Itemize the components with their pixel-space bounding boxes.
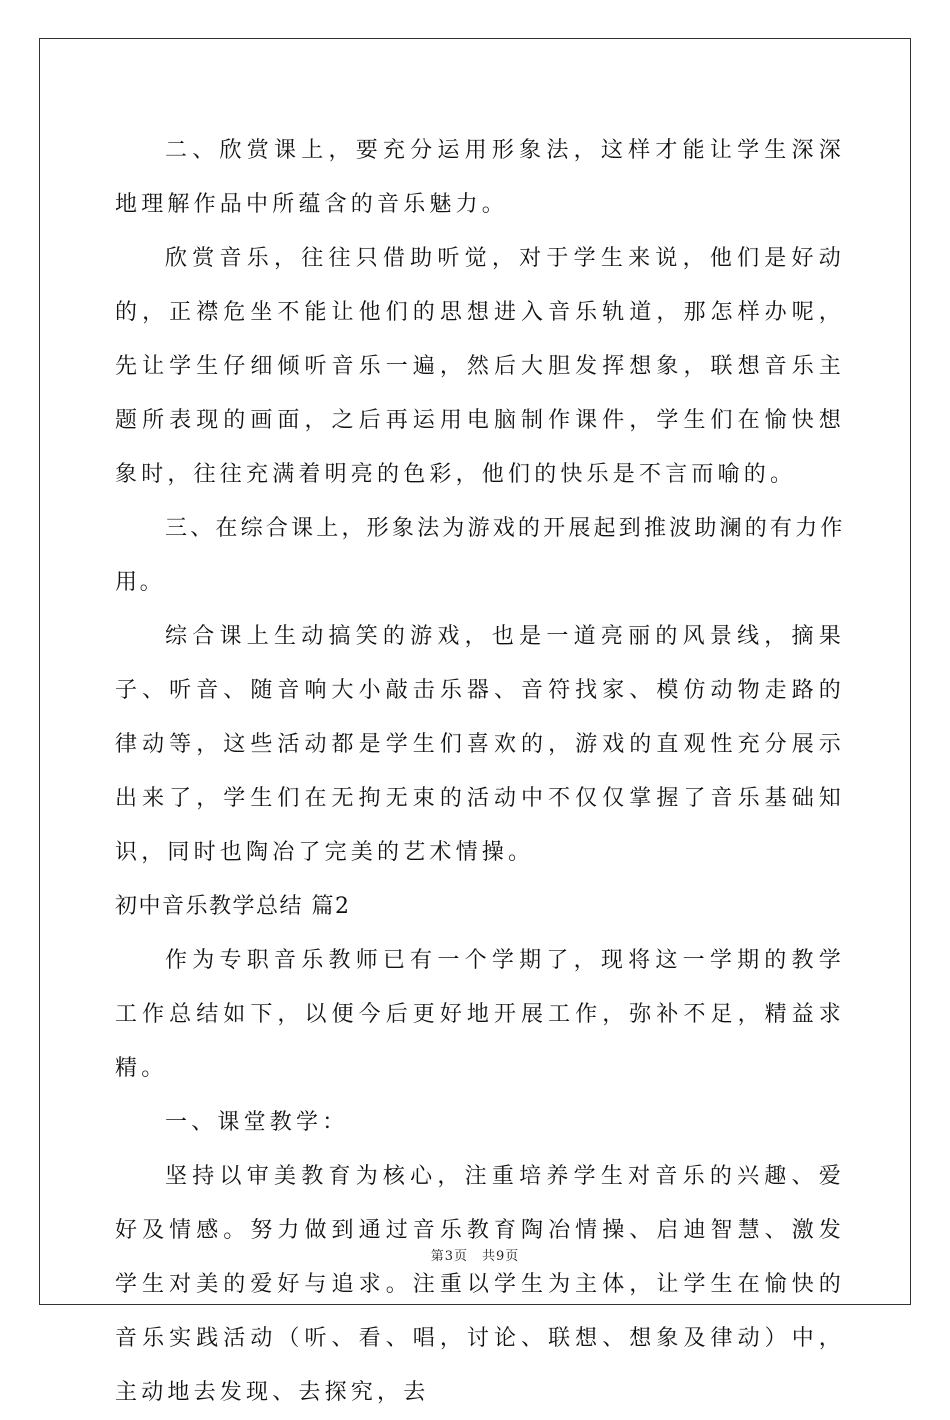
paragraph: 二、欣赏课上，要充分运用形象法，这样才能让学生深深地理解作品中所蕴含的音乐魅力。 bbox=[115, 138, 845, 217]
page-total: 共9页 bbox=[482, 1249, 520, 1264]
section-title: 初中音乐教学总结 篇2 bbox=[115, 894, 351, 919]
paragraph: 坚持以审美教育为核心，注重培养学生对音乐的兴趣、爱好及情感。努力做到通过音乐教育陶冶情操、启迪智慧、激发学生对美的爱好与追求。注重以学生为主体，让学生在愉快的音乐实践活动（听、看、唱，讨论、联想、想象及律动）中，主动地去发现、去探究，去 bbox=[115, 1164, 845, 1405]
document-body bbox=[115, 124, 845, 1420]
page-number: 第3页 bbox=[430, 1249, 468, 1264]
paragraph: 一、课堂教学： bbox=[165, 1110, 349, 1135]
paragraph: 三、在综合课上，形象法为游戏的开展起到推波助澜的有力作用。 bbox=[115, 516, 845, 595]
paragraph: 综合课上生动搞笑的游戏，也是一道亮丽的风景线，摘果子、听音、随音响大小敲击乐器、音符找家、模仿动物走路的律动等，这些活动都是学生们喜欢的，游戏的直观性充分展示出来了，学生们在无拘无束的活动中不仅仅掌握了音乐基础知识，同时也陶冶了完美的艺术情操。 bbox=[115, 624, 845, 865]
paragraph: 欣赏音乐，往往只借助听觉，对于学生来说，他们是好动的，正襟危坐不能让他们的思想进入音乐轨道，那怎样办呢，先让学生仔细倾听音乐一遍，然后大胆发挥想象，联想音乐主题所表现的画面，之后再运用电脑制作课件，学生们在愉快想象时，往往充满着明亮的色彩，他们的快乐是不言而喻的。 bbox=[115, 246, 845, 487]
page-footer bbox=[0, 1245, 950, 1264]
paragraph: 作为专职音乐教师已有一个学期了，现将这一学期的教学工作总结如下，以便今后更好地开展工作，弥补不足，精益求精。 bbox=[115, 948, 845, 1081]
